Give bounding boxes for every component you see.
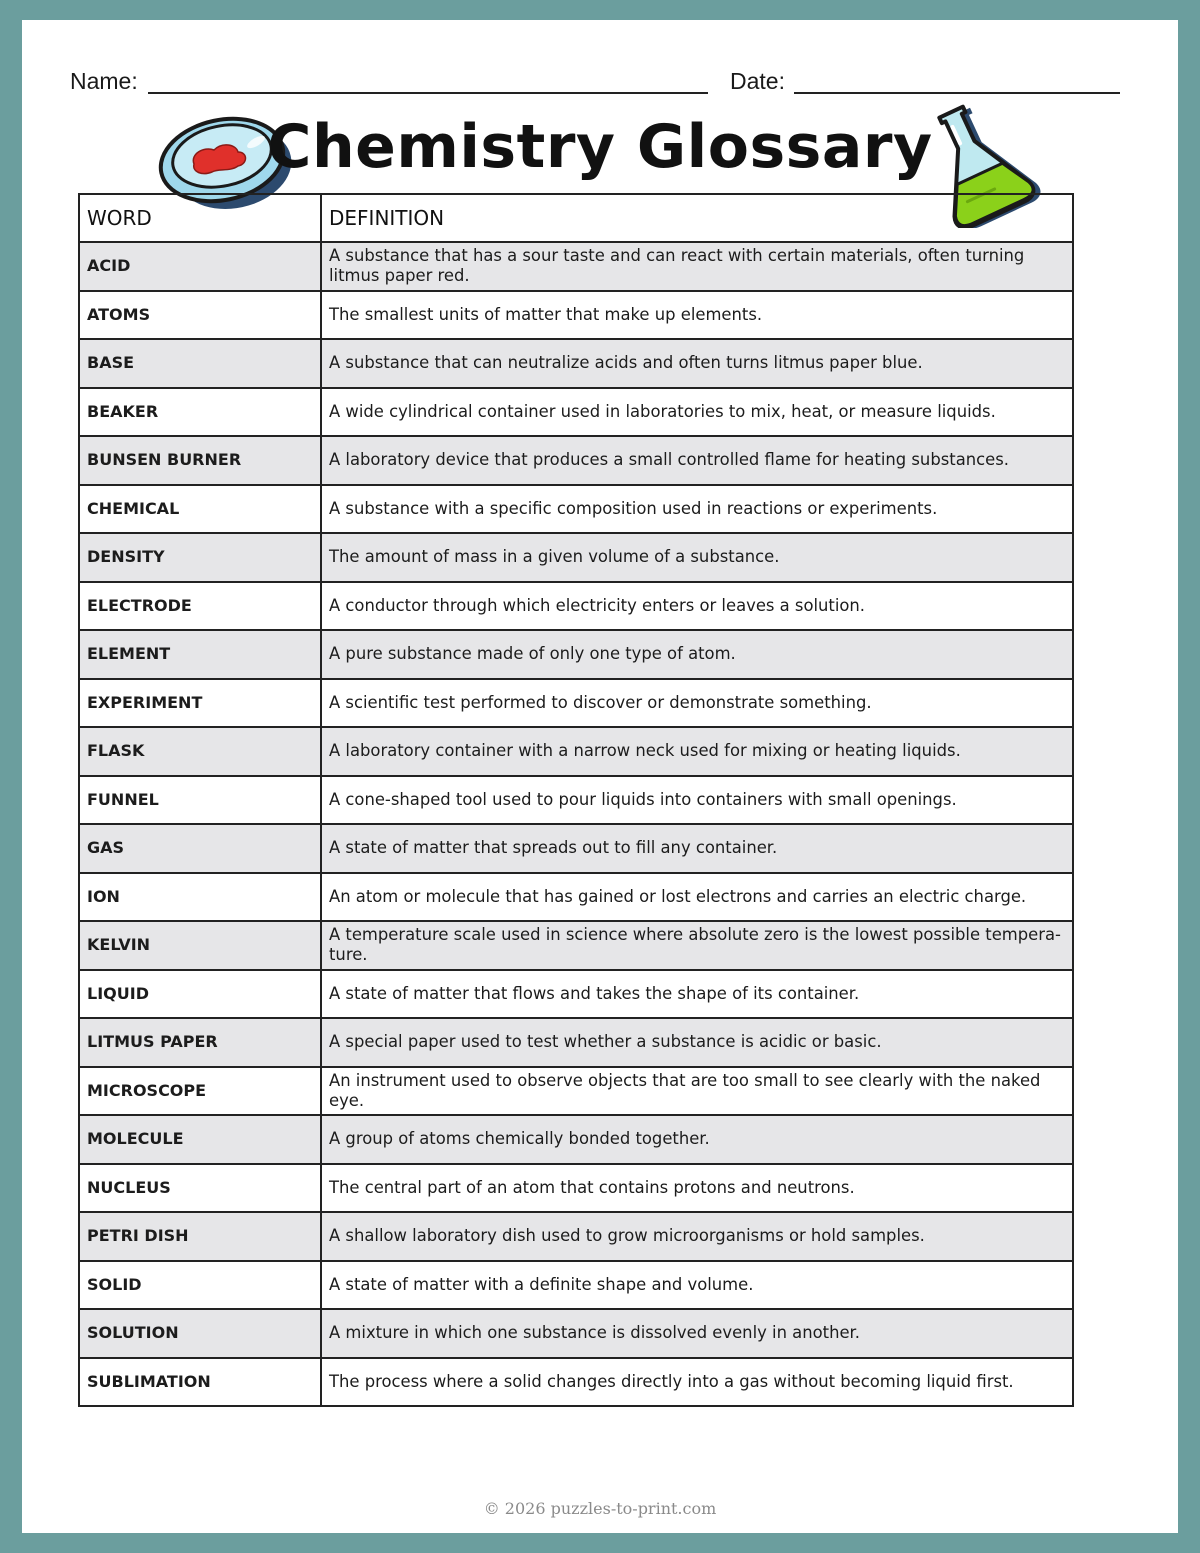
definition-cell: A shallow laboratory dish used to grow microorganisms or hold samples. — [321, 1212, 1073, 1261]
date-field[interactable] — [794, 92, 1120, 94]
term-cell: NUCLEUS — [79, 1164, 321, 1213]
term-cell: CHEMICAL — [79, 485, 321, 534]
table-row — [79, 1115, 1073, 1164]
table-row — [79, 339, 1073, 388]
definition-cell: An instrument used to observe objects that are too small to see clearly with the naked eye. — [321, 1067, 1073, 1116]
term-cell: FUNNEL — [79, 776, 321, 825]
term-cell: SOLUTION — [79, 1309, 321, 1358]
term-cell: ELEMENT — [79, 630, 321, 679]
table-row — [79, 776, 1073, 825]
table-row — [79, 1309, 1073, 1358]
term-cell: LIQUID — [79, 970, 321, 1019]
table-row — [79, 630, 1073, 679]
table-row — [79, 242, 1073, 291]
header-definition: DEFINITION — [321, 194, 1073, 242]
definition-cell: A state of matter that spreads out to fill any container. — [321, 824, 1073, 873]
name-field[interactable] — [148, 92, 708, 94]
table-row — [79, 921, 1073, 970]
term-cell: BEAKER — [79, 388, 321, 437]
table-row — [79, 388, 1073, 437]
term-cell: ION — [79, 873, 321, 922]
term-cell: SUBLIMATION — [79, 1358, 321, 1407]
name-label: Name: — [70, 68, 138, 94]
glossary-table — [78, 193, 1074, 1407]
definition-cell: The amount of mass in a given volume of a substance. — [321, 533, 1073, 582]
term-cell: ATOMS — [79, 291, 321, 340]
table-row — [79, 727, 1073, 776]
term-cell: GAS — [79, 824, 321, 873]
table-row — [79, 1067, 1073, 1116]
date-label: Date: — [730, 68, 785, 94]
table-row — [79, 436, 1073, 485]
table-row — [79, 582, 1073, 631]
definition-cell: An atom or molecule that has gained or lost electrons and carries an electric charge. — [321, 873, 1073, 922]
term-cell: MOLECULE — [79, 1115, 321, 1164]
definition-cell: A substance that can neutralize acids and often turns litmus paper blue. — [321, 339, 1073, 388]
definition-cell: A cone-shaped tool used to pour liquids into containers with small openings. — [321, 776, 1073, 825]
definition-cell: A substance that has a sour taste and can react with certain materials, often turning litmus paper red. — [321, 242, 1073, 291]
table-header-row — [79, 194, 1073, 242]
table-row — [79, 533, 1073, 582]
table-row — [79, 824, 1073, 873]
table-row — [79, 873, 1073, 922]
term-cell: LITMUS PAPER — [79, 1018, 321, 1067]
header-word: WORD — [79, 194, 321, 242]
table-row — [79, 1358, 1073, 1407]
definition-cell: A wide cylindrical container used in laboratories to mix, heat, or measure liquids. — [321, 388, 1073, 437]
copyright-footer: © 2026 puzzles-to-print.com — [483, 1499, 717, 1518]
definition-cell: A temperature scale used in science where absolute zero is the lowest possible tempera-ture. — [321, 921, 1073, 970]
table-row — [79, 485, 1073, 534]
definition-cell: A substance with a specific composition used in reactions or experiments. — [321, 485, 1073, 534]
term-cell: ELECTRODE — [79, 582, 321, 631]
definition-cell: A pure substance made of only one type of atom. — [321, 630, 1073, 679]
term-cell: PETRI DISH — [79, 1212, 321, 1261]
term-cell: KELVIN — [79, 921, 321, 970]
definition-cell: A laboratory device that produces a small controlled flame for heating substances. — [321, 436, 1073, 485]
definition-cell: A conductor through which electricity enters or leaves a solution. — [321, 582, 1073, 631]
definition-cell: The smallest units of matter that make up elements. — [321, 291, 1073, 340]
table-row — [79, 1018, 1073, 1067]
table-row — [79, 1212, 1073, 1261]
table-row — [79, 970, 1073, 1019]
table-row — [79, 291, 1073, 340]
definition-cell: The central part of an atom that contains protons and neutrons. — [321, 1164, 1073, 1213]
term-cell: FLASK — [79, 727, 321, 776]
definition-cell: A special paper used to test whether a substance is acidic or basic. — [321, 1018, 1073, 1067]
term-cell: MICROSCOPE — [79, 1067, 321, 1116]
page-title: Chemistry Glossary — [267, 112, 933, 182]
definition-cell: A state of matter that flows and takes the shape of its container. — [321, 970, 1073, 1019]
term-cell: BUNSEN BURNER — [79, 436, 321, 485]
table-row — [79, 1164, 1073, 1213]
term-cell: EXPERIMENT — [79, 679, 321, 728]
definition-cell: A mixture in which one substance is dissolved evenly in another. — [321, 1309, 1073, 1358]
definition-cell: A laboratory container with a narrow neck used for mixing or heating liquids. — [321, 727, 1073, 776]
term-cell: SOLID — [79, 1261, 321, 1310]
term-cell: BASE — [79, 339, 321, 388]
definition-cell: A scientific test performed to discover or demonstrate something. — [321, 679, 1073, 728]
definition-cell: A state of matter with a definite shape and volume. — [321, 1261, 1073, 1310]
table-row — [79, 679, 1073, 728]
table-row — [79, 1261, 1073, 1310]
term-cell: DENSITY — [79, 533, 321, 582]
definition-cell: A group of atoms chemically bonded together. — [321, 1115, 1073, 1164]
term-cell: ACID — [79, 242, 321, 291]
definition-cell: The process where a solid changes directly into a gas without becoming liquid first. — [321, 1358, 1073, 1407]
